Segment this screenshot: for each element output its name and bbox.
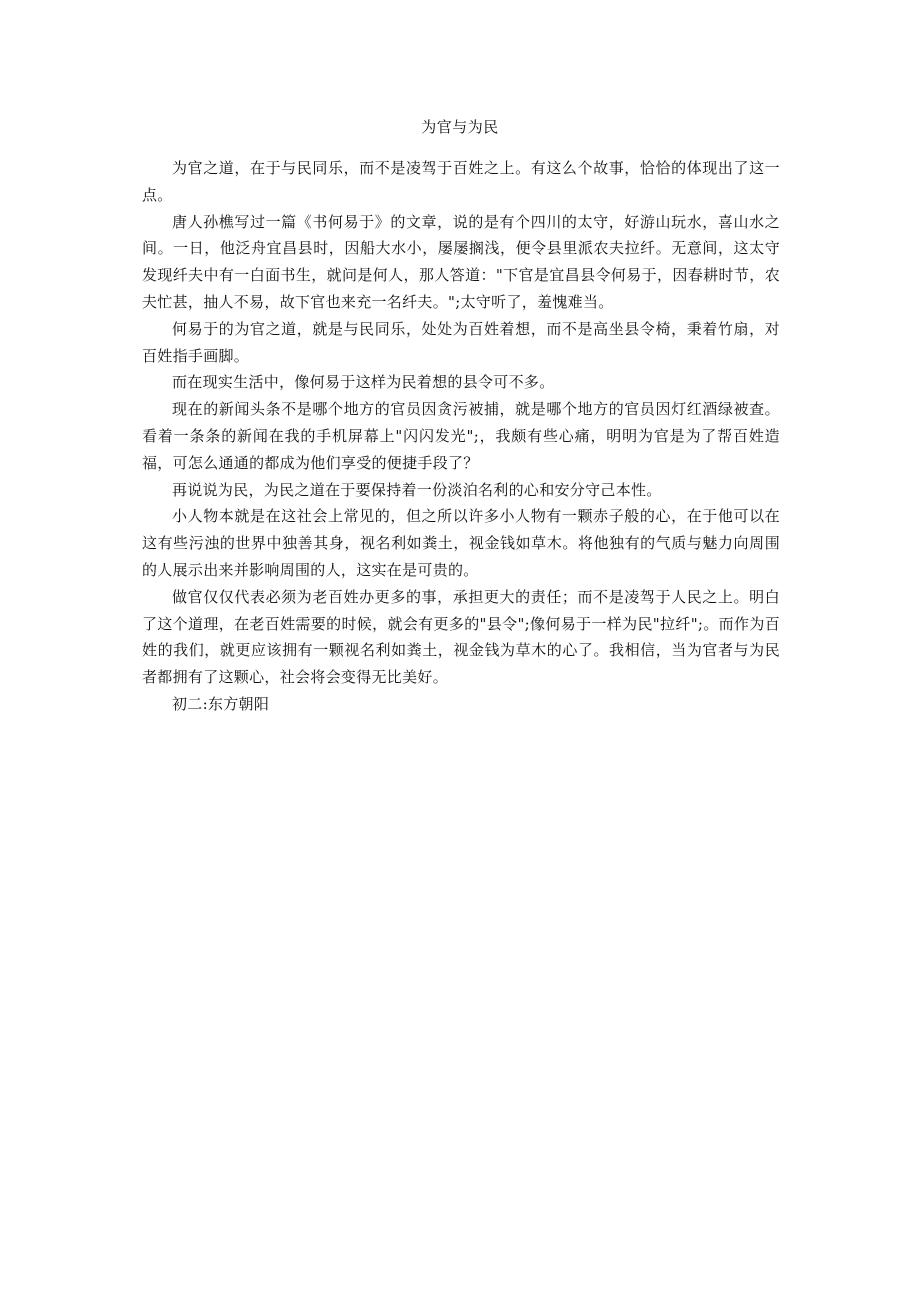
paragraph: 唐人孙樵写过一篇《书何易于》的文章，说的是有个四川的太守，好游山玩水，喜山水之间。一日，他泛舟宜昌县时，因船大水小，屡屡搁浅，便令县里派农夫拉纤。无意间，这太守发现纤夫中有一白面书生，就问是何人，那人答道："下官是宜昌县令何易于，因春耕时节，农夫忙甚，抽人不易，故下官也来充一名纤夫。";太守听了，羞愧难当。 [142,212,780,311]
paragraph: 做官仅仅代表必须为老百姓办更多的事，承担更大的责任；而不是凌驾于人民之上。明白了这个道理，在老百姓需要的时候，就会有更多的"县令";像何易于一样为民"拉纤";。而作为百姓的我们，就更应该拥有一颗视名利如粪土，视金钱为草木的心了。我相信，当为官者与为民者都拥有了这颗心，社会将会变得无比美好。 [142,587,780,687]
paragraph: 现在的新闻头条不是哪个地方的官员因贪污被捕，就是哪个地方的官员因灯红酒绿被查。看着一条条的新闻在我的手机屏幕上"闪闪发光";，我颇有些心痛，明明为官是为了帮百姓造福，可怎么通通的都成为他们享受的便捷手段了？ [142,400,780,472]
paragraph: 为官之道，在于与民同乐，而不是凌驾于百姓之上。有这么个故事，恰恰的体现出了这一点。 [142,159,780,204]
document-title: 为官与为民 [421,118,499,136]
paragraph: 而在现实生活中，像何易于这样为民着想的县令可不多。 [172,373,555,392]
paragraph: 何易于的为官之道，就是与民同乐，处处为百姓着想，而不是高坐县令椅，秉着竹扇，对百姓指手画脚。 [142,319,780,365]
paragraph: 小人物本就是在这社会上常见的，但之所以许多小人物有一颗赤子般的心，在于他可以在这有些污浊的世界中独善其身，视名利如粪土，视金钱如草木。将他独有的气质与魅力向周围的人展示出来并影响周围的人，这实在是可贵的。 [142,507,780,579]
author-line: 初二:东方朝阳 [172,694,270,713]
paragraph: 再说说为民，为民之道在于要保持着一份淡泊名利的心和安分守己本性。 [172,480,662,499]
document-body [142,155,780,718]
